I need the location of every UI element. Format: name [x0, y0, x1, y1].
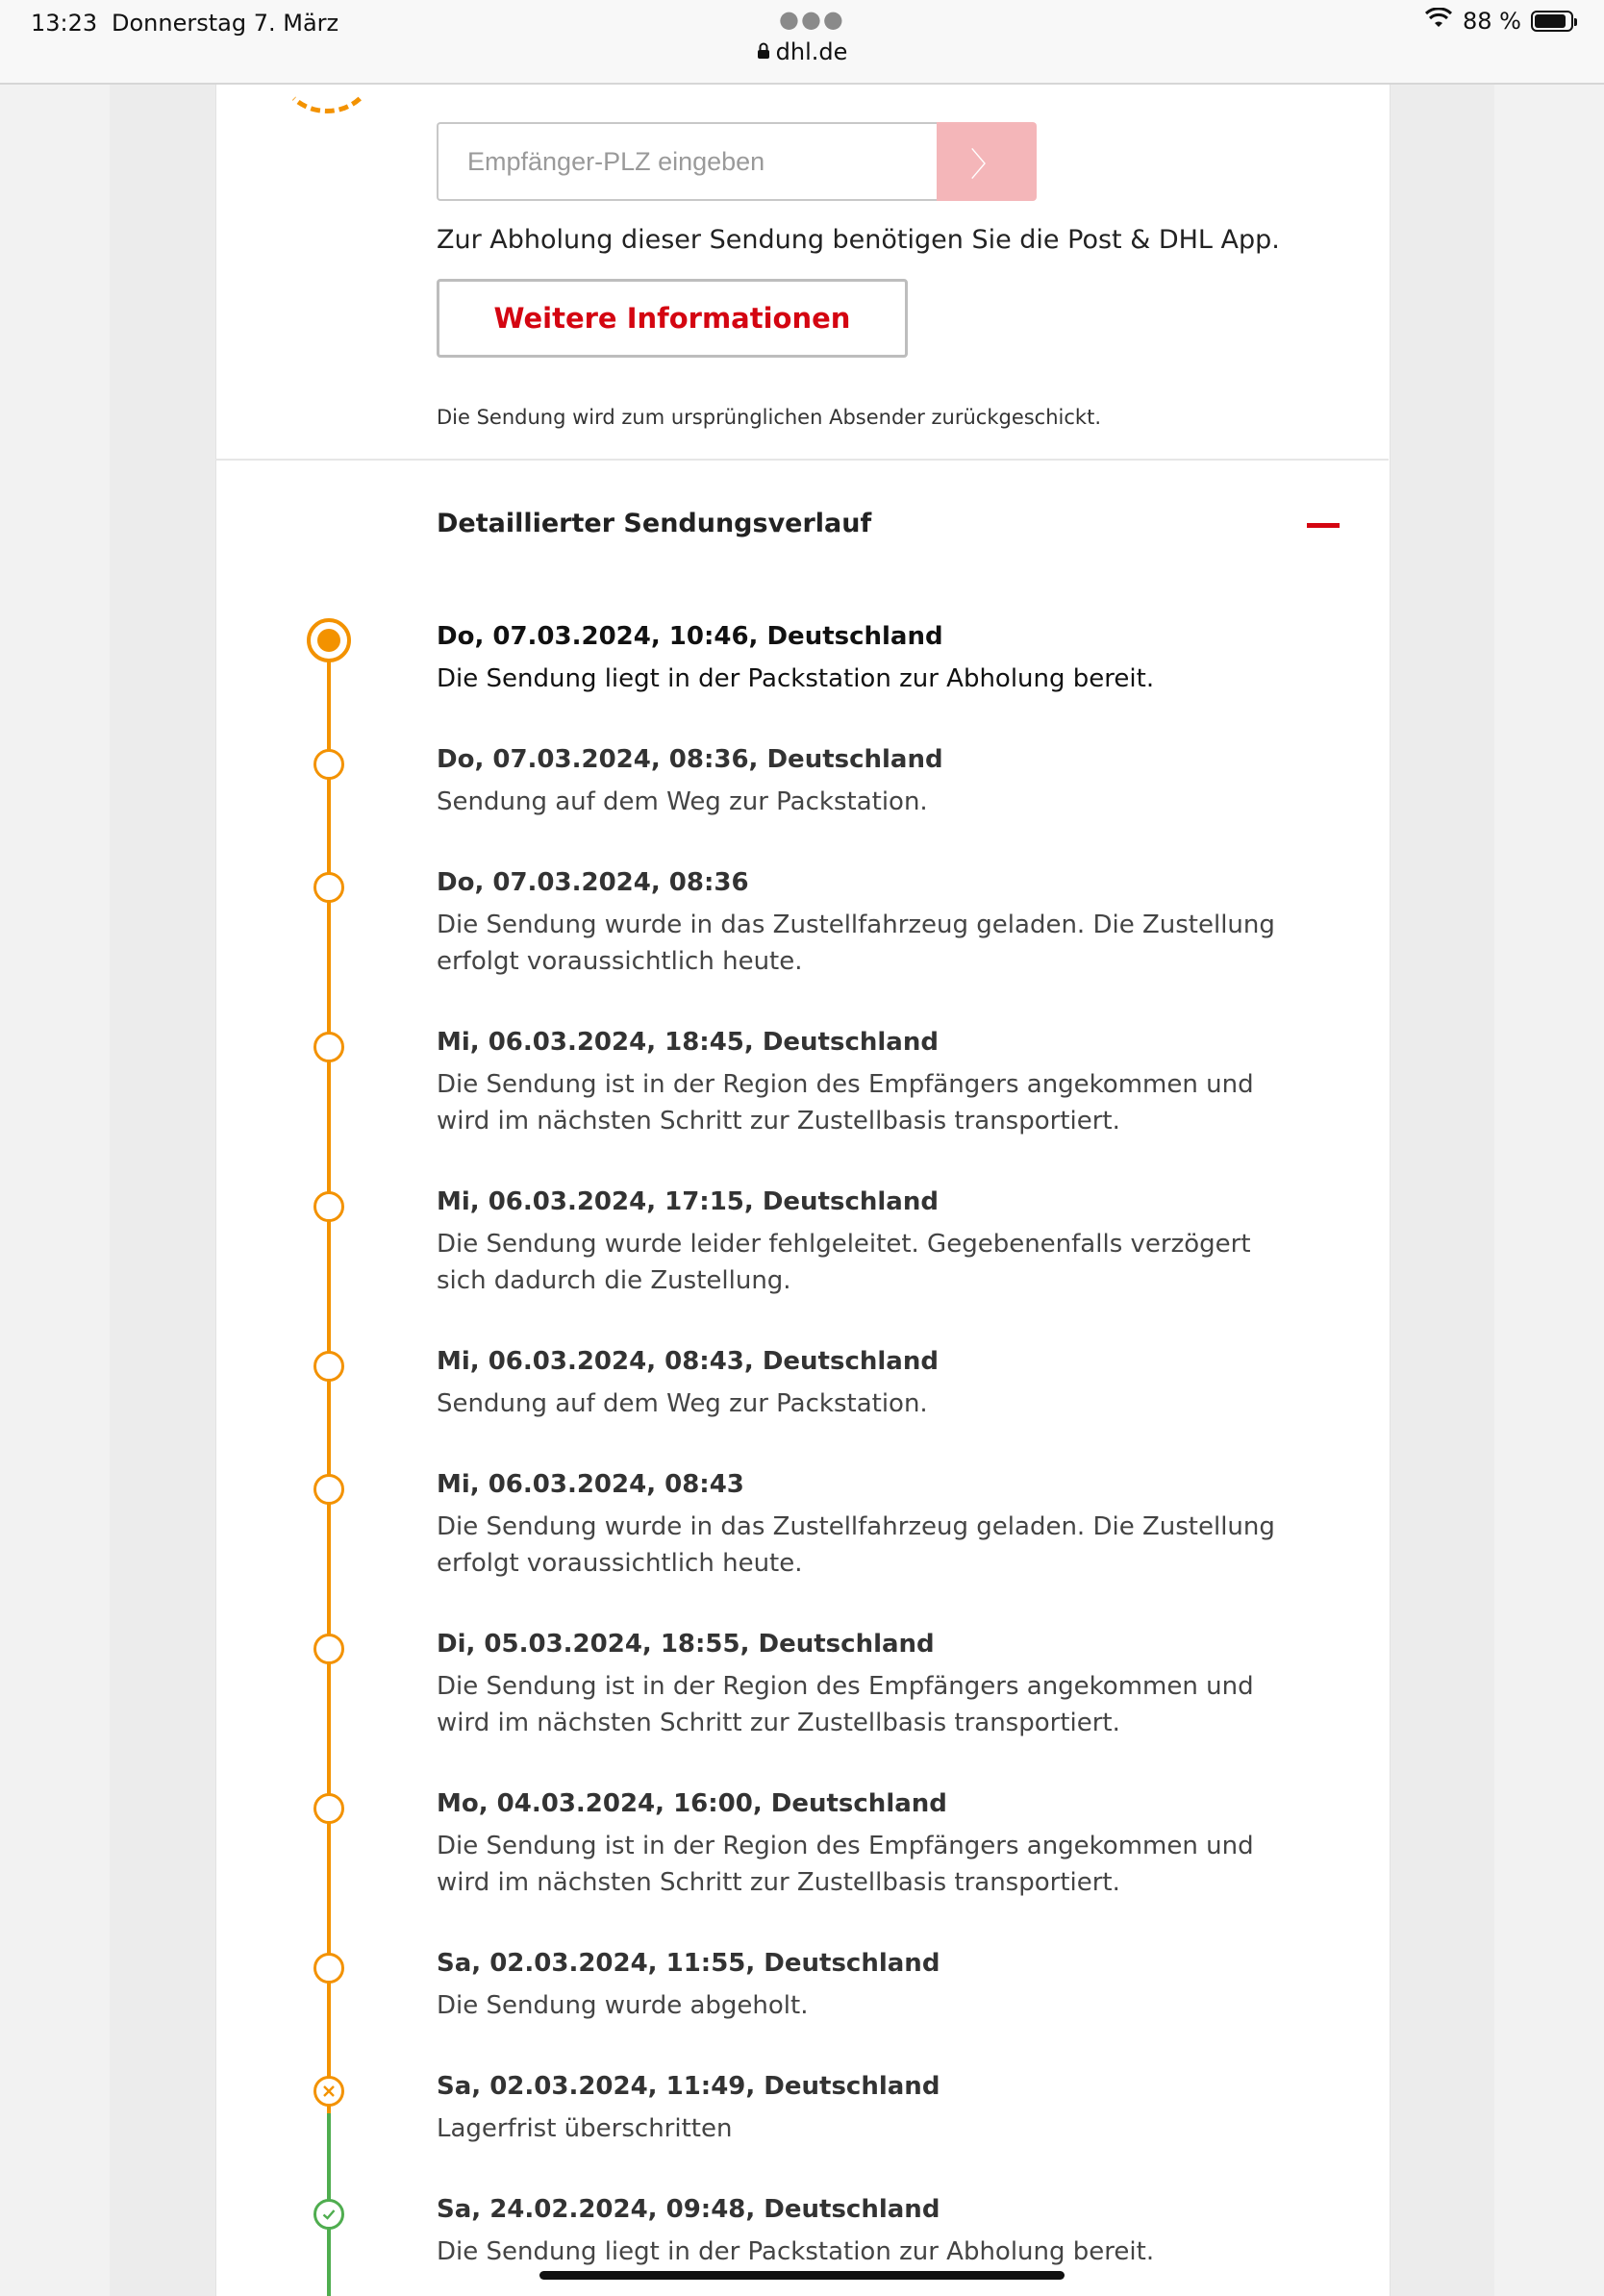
event-date: Do, 07.03.2024, 08:36	[437, 868, 749, 897]
event-date: Mi, 06.03.2024, 08:43	[437, 1470, 744, 1499]
address-bar[interactable]	[0, 38, 1604, 65]
home-indicator	[539, 2271, 1065, 2280]
clock: 13:23	[31, 10, 98, 37]
plz-input[interactable]	[437, 122, 937, 201]
battery-icon	[1531, 11, 1573, 32]
event-description: Die Sendung wurde in das Zustellfahrzeug geladen. Die Zustellung erfolgt voraussichtlich heute.	[437, 1512, 1275, 1578]
timeline-step-icon	[313, 1191, 344, 1222]
event-description: Die Sendung ist in der Region des Empfängers angekommen und wird im nächsten Schritt zur Zustellbasis transportiert.	[437, 1832, 1254, 1897]
date: Donnerstag 7. März	[112, 10, 339, 37]
event-date: Do, 07.03.2024, 08:36, Deutschland	[437, 745, 943, 774]
current-status-dot	[317, 629, 340, 652]
timeline-step-icon	[313, 1793, 344, 1824]
timeline-step-icon	[313, 1474, 344, 1505]
event-description: Sendung auf dem Weg zur Packstation.	[437, 1389, 928, 1418]
status-circle-icon	[279, 27, 375, 113]
check-circle-icon	[313, 2199, 344, 2230]
history-title: Detaillierter Sendungsverlauf	[437, 509, 872, 538]
battery-fill	[1535, 14, 1566, 28]
event-description: Die Sendung wurde leider fehlgeleitet. Gegebenenfalls verzögert sich dadurch die Zustellung.	[437, 1230, 1251, 1295]
more-dots-icon[interactable]: ●●●	[779, 6, 845, 33]
cross-circle-icon	[313, 2076, 344, 2107]
event-description: Die Sendung liegt in der Packstation zur Abholung bereit.	[437, 2237, 1155, 2266]
chevron-right-icon: 〉	[970, 146, 1003, 184]
event-date: Mo, 04.03.2024, 16:00, Deutschland	[437, 1789, 947, 1818]
event-description: Die Sendung ist in der Region des Empfängers angekommen und wird im nächsten Schritt zur Zustellbasis transportiert.	[437, 1672, 1254, 1737]
event-date: Do, 07.03.2024, 10:46, Deutschland	[437, 622, 943, 651]
pickup-note: Zur Abholung dieser Sendung benötigen Sie die Post & DHL App.	[437, 225, 1280, 255]
event-description: Sendung auf dem Weg zur Packstation.	[437, 787, 928, 816]
event-date: Di, 05.03.2024, 18:55, Deutschland	[437, 1630, 935, 1659]
event-date: Sa, 02.03.2024, 11:55, Deutschland	[437, 1949, 940, 1978]
plz-submit-button[interactable]	[937, 122, 1037, 201]
event-date: Mi, 06.03.2024, 17:15, Deutschland	[437, 1187, 939, 1216]
event-description: Die Sendung wurde in das Zustellfahrzeug geladen. Die Zustellung erfolgt voraussichtlich heute.	[437, 911, 1275, 976]
event-description: Die Sendung liegt in der Packstation zur Abholung bereit.	[437, 664, 1155, 693]
divider	[215, 459, 1389, 461]
timeline-step-icon	[313, 1953, 344, 1984]
collapse-button[interactable]	[1305, 510, 1343, 538]
wifi-icon	[1424, 8, 1453, 35]
timeline-step-icon	[313, 872, 344, 903]
timeline-step-icon	[313, 749, 344, 780]
event-date: Sa, 24.02.2024, 09:48, Deutschland	[437, 2195, 940, 2224]
event-date: Sa, 02.03.2024, 11:49, Deutschland	[437, 2072, 940, 2101]
event-date: Mi, 06.03.2024, 18:45, Deutschland	[437, 1028, 939, 1057]
lock-icon	[757, 38, 770, 65]
timeline-step-icon	[313, 1634, 344, 1664]
event-description: Die Sendung wurde abgeholt.	[437, 1991, 809, 2020]
event-description: Lagerfrist überschritten	[437, 2114, 733, 2143]
more-info-button[interactable]: Weitere Informationen	[437, 279, 908, 358]
current-status-icon	[307, 618, 351, 662]
event-description: Die Sendung ist in der Region des Empfängers angekommen und wird im nächsten Schritt zur Zustellbasis transportiert.	[437, 1070, 1254, 1136]
battery-percent: 88 %	[1463, 8, 1521, 35]
event-date: Mi, 06.03.2024, 08:43, Deutschland	[437, 1347, 939, 1376]
status-bar	[0, 0, 1604, 85]
minus-icon	[1307, 523, 1340, 528]
url-text: dhl.de	[775, 38, 848, 65]
timeline-step-icon	[313, 1032, 344, 1062]
timeline-step-icon	[313, 1351, 344, 1382]
return-note: Die Sendung wird zum ursprünglichen Absender zurückgeschickt.	[437, 406, 1101, 429]
plz-form	[437, 122, 1037, 201]
